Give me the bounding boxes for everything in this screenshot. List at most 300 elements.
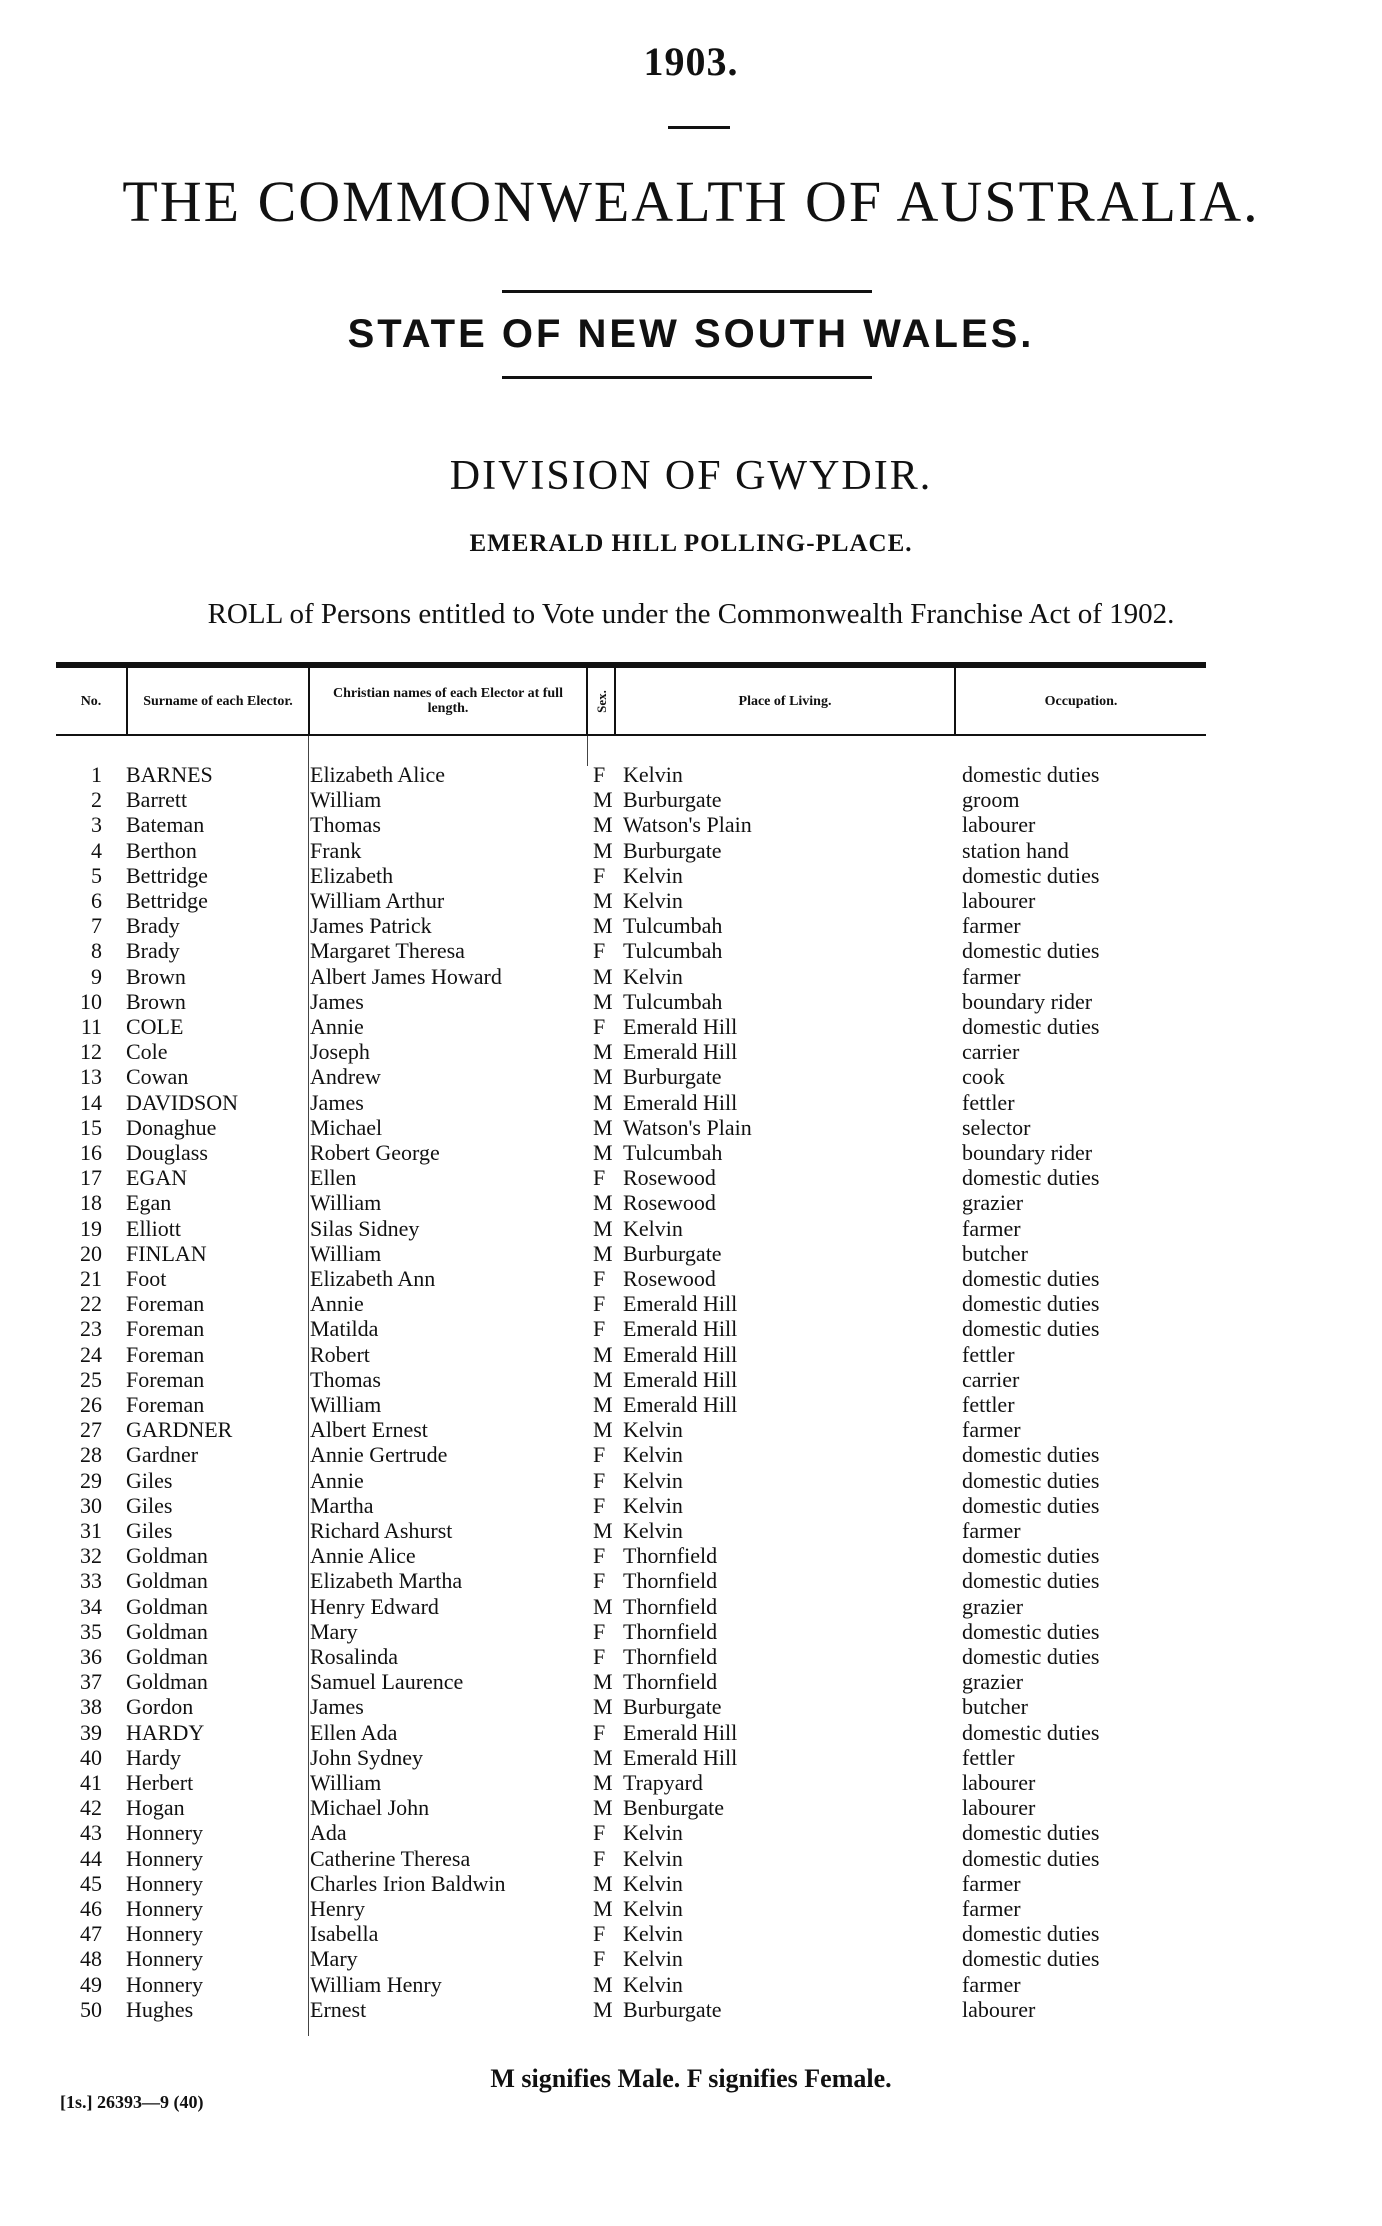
elector-place-of-living: Burburgate (623, 787, 722, 813)
table-row (0, 1039, 1382, 1064)
elector-surname: Foreman (126, 1341, 205, 1367)
elector-occupation: butcher (962, 1694, 1028, 1720)
elector-christian-names: William (310, 1392, 382, 1417)
elector-christian-names: Frank (310, 837, 362, 863)
elector-occupation: farmer (962, 1417, 1021, 1443)
elector-number: 44 (80, 1845, 102, 1871)
table-row (0, 838, 1382, 863)
table-row (0, 1946, 1382, 1971)
elector-occupation: fettler (962, 1744, 1015, 1770)
elector-sex: F (593, 1316, 606, 1342)
elector-occupation: groom (962, 787, 1020, 813)
table-row (0, 1896, 1382, 1921)
elector-surname: Donaghue (126, 1114, 217, 1140)
elector-number: 43 (80, 1820, 102, 1846)
elector-place-of-living: Rosewood (623, 1190, 716, 1216)
elector-surname: Berthon (126, 837, 197, 863)
elector-occupation: labourer (962, 1770, 1036, 1795)
table-row (0, 1090, 1382, 1115)
elector-sex: F (593, 1921, 606, 1947)
elector-occupation: farmer (962, 1870, 1021, 1896)
elector-christian-names: William Arthur (310, 888, 445, 913)
elector-number: 12 (80, 1039, 102, 1065)
elector-number: 19 (80, 1215, 102, 1241)
elector-number: 30 (80, 1492, 102, 1518)
elector-surname: Goldman (126, 1644, 208, 1669)
elector-number: 32 (80, 1543, 102, 1569)
elector-occupation: fettler (962, 1341, 1015, 1367)
elector-number: 26 (80, 1392, 102, 1417)
print-reference: [1s.] 26393—9 (40) (60, 2092, 204, 2112)
elector-occupation: domestic duties (962, 1492, 1100, 1518)
elector-christian-names: Andrew (310, 1064, 381, 1090)
elector-surname: Herbert (126, 1770, 194, 1795)
elector-occupation: domestic duties (962, 1165, 1100, 1191)
elector-sex: M (593, 1089, 613, 1115)
elector-sex: M (593, 1518, 613, 1543)
elector-number: 17 (80, 1165, 102, 1191)
table-row (0, 1241, 1382, 1266)
rule-below-state (502, 376, 872, 379)
elector-number: 33 (80, 1568, 102, 1594)
table-row (0, 1316, 1382, 1341)
elector-place-of-living: Thornfield (623, 1593, 718, 1619)
elector-christian-names: Samuel Laurence (310, 1669, 464, 1695)
elector-christian-names: William (310, 1770, 382, 1795)
elector-christian-names: Ada (310, 1820, 347, 1846)
elector-surname: Douglass (126, 1140, 208, 1165)
elector-christian-names: Ellen (310, 1165, 357, 1191)
elector-sex: M (593, 913, 613, 939)
elector-christian-names: Annie (310, 1014, 364, 1039)
elector-place-of-living: Thornfield (623, 1568, 718, 1594)
elector-christian-names: James Patrick (310, 913, 432, 939)
elector-place-of-living: Rosewood (623, 1165, 716, 1191)
elector-christian-names: Elizabeth Martha (310, 1568, 463, 1594)
table-row (0, 1417, 1382, 1442)
elector-christian-names: Henry Edward (310, 1593, 439, 1619)
elector-occupation: domestic duties (962, 1820, 1100, 1846)
elector-number: 42 (80, 1795, 102, 1821)
elector-occupation: domestic duties (962, 762, 1100, 787)
elector-occupation: domestic duties (962, 1644, 1100, 1669)
table-row (0, 1392, 1382, 1417)
elector-sex: M (593, 1341, 613, 1367)
elector-christian-names: Rosalinda (310, 1644, 398, 1669)
elector-place-of-living: Emerald Hill (623, 1392, 738, 1417)
elector-place-of-living: Kelvin (623, 1870, 683, 1896)
elector-christian-names: Robert (310, 1341, 370, 1367)
table-row (0, 964, 1382, 989)
elector-christian-names: Elizabeth Ann (310, 1266, 436, 1291)
table-row (0, 1291, 1382, 1316)
elector-number: 10 (80, 988, 102, 1014)
table-row (0, 1266, 1382, 1291)
elector-occupation: farmer (962, 1971, 1021, 1997)
table-row (0, 1594, 1382, 1619)
table-row (0, 762, 1382, 787)
elector-surname: GARDNER (126, 1417, 233, 1443)
elector-place-of-living: Tulcumbah (623, 938, 723, 964)
elector-sex: M (593, 1215, 613, 1241)
elector-surname: DAVIDSON (126, 1089, 239, 1115)
elector-occupation: farmer (962, 1896, 1021, 1921)
elector-sex: M (593, 888, 613, 913)
elector-surname: Brown (126, 963, 186, 989)
elector-place-of-living: Emerald Hill (623, 1719, 738, 1745)
elector-occupation: domestic duties (962, 1316, 1100, 1342)
table-row (0, 913, 1382, 938)
elector-occupation: domestic duties (962, 1719, 1100, 1745)
elector-christian-names: James (310, 1089, 364, 1115)
elector-sex: M (593, 837, 613, 863)
elector-occupation: labourer (962, 1996, 1036, 2022)
elector-sex: F (593, 762, 606, 787)
elector-surname: Elliott (126, 1215, 181, 1241)
elector-place-of-living: Thornfield (623, 1543, 718, 1569)
elector-christian-names: Robert George (310, 1140, 440, 1165)
elector-sex: F (593, 1719, 606, 1745)
elector-surname: Barrett (126, 787, 188, 813)
elector-place-of-living: Kelvin (623, 1467, 683, 1493)
elector-number: 29 (80, 1467, 102, 1493)
elector-place-of-living: Kelvin (623, 888, 683, 913)
elector-christian-names: Joseph (310, 1039, 370, 1065)
elector-surname: Honnery (126, 1820, 203, 1846)
elector-number: 9 (91, 963, 102, 989)
elector-surname: HARDY (126, 1719, 205, 1745)
elector-sex: F (593, 1442, 606, 1468)
table-row (0, 863, 1382, 888)
elector-sex: F (593, 1492, 606, 1518)
elector-occupation: boundary rider (962, 1140, 1093, 1165)
elector-number: 13 (80, 1064, 102, 1090)
elector-surname: Foreman (126, 1316, 205, 1342)
elector-christian-names: William Henry (310, 1971, 442, 1997)
table-row (0, 1493, 1382, 1518)
elector-number: 8 (91, 938, 102, 964)
elector-place-of-living: Watson's Plain (623, 1114, 752, 1140)
table-header (56, 662, 1206, 736)
elector-number: 37 (80, 1669, 102, 1695)
elector-christian-names: Elizabeth Alice (310, 762, 445, 787)
elector-sex: M (593, 1064, 613, 1090)
elector-place-of-living: Kelvin (623, 762, 683, 787)
elector-number: 16 (80, 1140, 102, 1165)
elector-sex: M (593, 787, 613, 813)
elector-occupation: carrier (962, 1039, 1020, 1065)
elector-occupation: domestic duties (962, 1946, 1100, 1972)
elector-place-of-living: Kelvin (623, 862, 683, 888)
elector-sex: M (593, 1190, 613, 1216)
elector-christian-names: Annie Alice (310, 1543, 416, 1569)
elector-place-of-living: Trapyard (623, 1770, 703, 1795)
elector-sex: F (593, 1644, 606, 1669)
elector-place-of-living: Emerald Hill (623, 1089, 738, 1115)
elector-occupation: fettler (962, 1089, 1015, 1115)
table-row (0, 812, 1382, 837)
elector-place-of-living: Burburgate (623, 1240, 722, 1266)
elector-sex: F (593, 862, 606, 888)
elector-christian-names: William (310, 1240, 382, 1266)
elector-sex: F (593, 938, 606, 964)
elector-place-of-living: Emerald Hill (623, 1316, 738, 1342)
elector-surname: COLE (126, 1014, 184, 1039)
elector-christian-names: Albert Ernest (310, 1417, 428, 1443)
elector-christian-names: Matilda (310, 1316, 379, 1342)
elector-christian-names: Mary (310, 1618, 358, 1644)
elector-number: 1 (91, 762, 102, 787)
table-row (0, 1694, 1382, 1719)
elector-surname: Giles (126, 1492, 173, 1518)
rule-under-year (668, 126, 730, 129)
table-row (0, 1921, 1382, 1946)
elector-surname: Honnery (126, 1896, 203, 1921)
elector-number: 41 (80, 1770, 102, 1795)
elector-surname: Gordon (126, 1694, 194, 1720)
elector-sex: M (593, 1971, 613, 1997)
elector-number: 24 (80, 1341, 102, 1367)
elector-number: 47 (80, 1921, 102, 1947)
elector-surname: Honnery (126, 1870, 203, 1896)
table-row (0, 1014, 1382, 1039)
elector-place-of-living: Kelvin (623, 1518, 683, 1543)
table-row (0, 1795, 1382, 1820)
table-row (0, 1342, 1382, 1367)
table-row (0, 787, 1382, 812)
elector-surname: Goldman (126, 1568, 208, 1594)
elector-surname: Foreman (126, 1392, 205, 1417)
elector-christian-names: Michael (310, 1114, 383, 1140)
rule-above-state (502, 290, 872, 293)
table-row (0, 1468, 1382, 1493)
elector-christian-names: Charles Irion Baldwin (310, 1870, 506, 1896)
elector-christian-names: Albert James Howard (310, 963, 502, 989)
elector-surname: Giles (126, 1467, 173, 1493)
elector-occupation: domestic duties (962, 1014, 1100, 1039)
table-row (0, 1846, 1382, 1871)
elector-christian-names: Silas Sidney (310, 1215, 420, 1241)
elector-sex: M (593, 1770, 613, 1795)
col-header-christian: Christian names of each Elector at full length. (333, 686, 563, 716)
table-row (0, 1770, 1382, 1795)
table-row (0, 888, 1382, 913)
elector-place-of-living: Emerald Hill (623, 1291, 738, 1317)
elector-sex: M (593, 1366, 613, 1392)
elector-surname: Brown (126, 988, 186, 1014)
table-row (0, 1165, 1382, 1190)
elector-surname: Cowan (126, 1064, 189, 1090)
elector-place-of-living: Burburgate (623, 837, 722, 863)
elector-place-of-living: Emerald Hill (623, 1744, 738, 1770)
elector-number: 11 (80, 1014, 102, 1039)
elector-surname: Hogan (126, 1795, 185, 1821)
elector-sex: F (593, 1543, 606, 1569)
sex-label: Sex. (593, 689, 609, 713)
elector-sex: F (593, 1291, 606, 1317)
elector-sex: M (593, 1140, 613, 1165)
polling-place-heading: EMERALD HILL POLLING-PLACE. (469, 530, 913, 557)
elector-number: 25 (80, 1366, 102, 1392)
elector-surname: Gardner (126, 1442, 199, 1468)
elector-occupation: domestic duties (962, 1467, 1100, 1493)
elector-occupation: station hand (962, 837, 1069, 863)
elector-occupation: carrier (962, 1366, 1020, 1392)
elector-sex: M (593, 1039, 613, 1065)
elector-place-of-living: Emerald Hill (623, 1014, 738, 1039)
table-row (0, 1619, 1382, 1644)
elector-sex: M (593, 1392, 613, 1417)
elector-occupation: grazier (962, 1669, 1024, 1695)
elector-place-of-living: Kelvin (623, 1921, 683, 1947)
elector-number: 22 (80, 1291, 102, 1317)
elector-surname: Brady (126, 913, 180, 939)
elector-surname: Goldman (126, 1593, 208, 1619)
elector-sex: M (593, 1795, 613, 1821)
elector-occupation: domestic duties (962, 1618, 1100, 1644)
elector-number: 23 (80, 1316, 102, 1342)
elector-surname: Giles (126, 1518, 173, 1543)
table-row (0, 1140, 1382, 1165)
elector-occupation: domestic duties (962, 1543, 1100, 1569)
elector-surname: Egan (126, 1190, 172, 1216)
elector-surname: Bateman (126, 812, 205, 838)
elector-occupation: domestic duties (962, 1568, 1100, 1594)
elector-sex: M (593, 1744, 613, 1770)
table-row (0, 1442, 1382, 1467)
elector-christian-names: Thomas (310, 1366, 381, 1392)
elector-sex: F (593, 1946, 606, 1972)
table-row (0, 1871, 1382, 1896)
table-row (0, 1644, 1382, 1669)
table-row (0, 938, 1382, 963)
elector-christian-names: Annie Gertrude (310, 1442, 448, 1468)
elector-number: 2 (91, 787, 102, 813)
elector-surname: FINLAN (126, 1240, 207, 1266)
elector-place-of-living: Kelvin (623, 1845, 683, 1871)
elector-surname: Honnery (126, 1921, 203, 1947)
elector-place-of-living: Rosewood (623, 1266, 716, 1291)
elector-place-of-living: Tulcumbah (623, 988, 723, 1014)
table-row (0, 1190, 1382, 1215)
col-header-surname: Surname of each Elector. (143, 693, 293, 709)
col-header-occupation: Occupation. (1044, 693, 1118, 709)
elector-place-of-living: Emerald Hill (623, 1366, 738, 1392)
elector-number: 18 (80, 1190, 102, 1216)
elector-number: 48 (80, 1946, 102, 1972)
elector-place-of-living: Kelvin (623, 1492, 683, 1518)
elector-occupation: farmer (962, 1518, 1021, 1543)
elector-occupation: domestic duties (962, 1845, 1100, 1871)
elector-occupation: domestic duties (962, 1266, 1100, 1291)
elector-place-of-living: Watson's Plain (623, 812, 752, 838)
elector-place-of-living: Thornfield (623, 1669, 718, 1695)
elector-number: 31 (80, 1518, 102, 1543)
elector-occupation: labourer (962, 812, 1036, 838)
elector-sex: F (593, 1568, 606, 1594)
elector-number: 20 (80, 1240, 102, 1266)
elector-place-of-living: Kelvin (623, 1896, 683, 1921)
table-row (0, 1745, 1382, 1770)
elector-occupation: farmer (962, 963, 1021, 989)
table-row (0, 1543, 1382, 1568)
elector-surname: Hughes (126, 1996, 194, 2022)
elector-christian-names: William (310, 787, 382, 813)
elector-number: 40 (80, 1744, 102, 1770)
elector-sex: M (593, 988, 613, 1014)
elector-number: 50 (80, 1996, 102, 2022)
elector-number: 27 (80, 1417, 102, 1443)
elector-surname: Brady (126, 938, 180, 964)
sex-legend: M signifies Male. F signifies Female. (490, 2064, 892, 2093)
elector-number: 39 (80, 1719, 102, 1745)
elector-surname: EGAN (126, 1165, 188, 1191)
elector-number: 36 (80, 1644, 102, 1669)
elector-sex: M (593, 1114, 613, 1140)
elector-sex: M (593, 963, 613, 989)
elector-sex: F (593, 1467, 606, 1493)
elector-number: 6 (91, 888, 102, 913)
elector-place-of-living: Thornfield (623, 1644, 718, 1669)
elector-place-of-living: Kelvin (623, 1417, 683, 1443)
elector-occupation: cook (962, 1064, 1005, 1090)
elector-sex: M (593, 1896, 613, 1921)
elector-christian-names: Annie (310, 1467, 364, 1493)
state-heading: STATE OF NEW SOUTH WALES. (347, 312, 1035, 356)
elector-sex: F (593, 1266, 606, 1291)
elector-occupation: domestic duties (962, 1291, 1100, 1317)
elector-christian-names: Richard Ashurst (310, 1518, 453, 1543)
elector-number: 15 (80, 1114, 102, 1140)
elector-number: 7 (91, 913, 102, 939)
year: 1903. (643, 39, 739, 84)
elector-sex: F (593, 1618, 606, 1644)
elector-christian-names: Isabella (310, 1921, 379, 1947)
table-row (0, 1972, 1382, 1997)
elector-sex: M (593, 1417, 613, 1443)
elector-number: 3 (91, 812, 102, 838)
elector-sex: M (593, 812, 613, 838)
elector-occupation: farmer (962, 1215, 1021, 1241)
elector-christian-names: Michael John (310, 1795, 430, 1821)
division-heading: DIVISION OF GWYDIR. (449, 453, 933, 499)
elector-place-of-living: Tulcumbah (623, 913, 723, 939)
table-row (0, 989, 1382, 1014)
elector-surname: Honnery (126, 1971, 203, 1997)
col-header-sex (588, 668, 614, 734)
elector-surname: Foreman (126, 1366, 205, 1392)
elector-sex: M (593, 1996, 613, 2022)
elector-surname: Goldman (126, 1543, 208, 1569)
elector-sex: F (593, 1165, 606, 1191)
elector-surname: BARNES (126, 762, 213, 787)
elector-christian-names: Mary (310, 1946, 358, 1972)
elector-place-of-living: Burburgate (623, 1996, 722, 2022)
main-title: THE COMMONWEALTH OF AUSTRALIA. (122, 169, 1260, 234)
elector-number: 49 (80, 1971, 102, 1997)
elector-sex: F (593, 1014, 606, 1039)
elector-occupation: labourer (962, 1795, 1036, 1821)
elector-surname: Foreman (126, 1291, 205, 1317)
table-row (0, 1518, 1382, 1543)
elector-christian-names: Ernest (310, 1996, 367, 2022)
elector-occupation: grazier (962, 1593, 1024, 1619)
table-row (0, 1367, 1382, 1392)
elector-place-of-living: Kelvin (623, 1820, 683, 1846)
elector-number: 14 (80, 1089, 102, 1115)
table-row (0, 1064, 1382, 1089)
elector-occupation: grazier (962, 1190, 1024, 1216)
